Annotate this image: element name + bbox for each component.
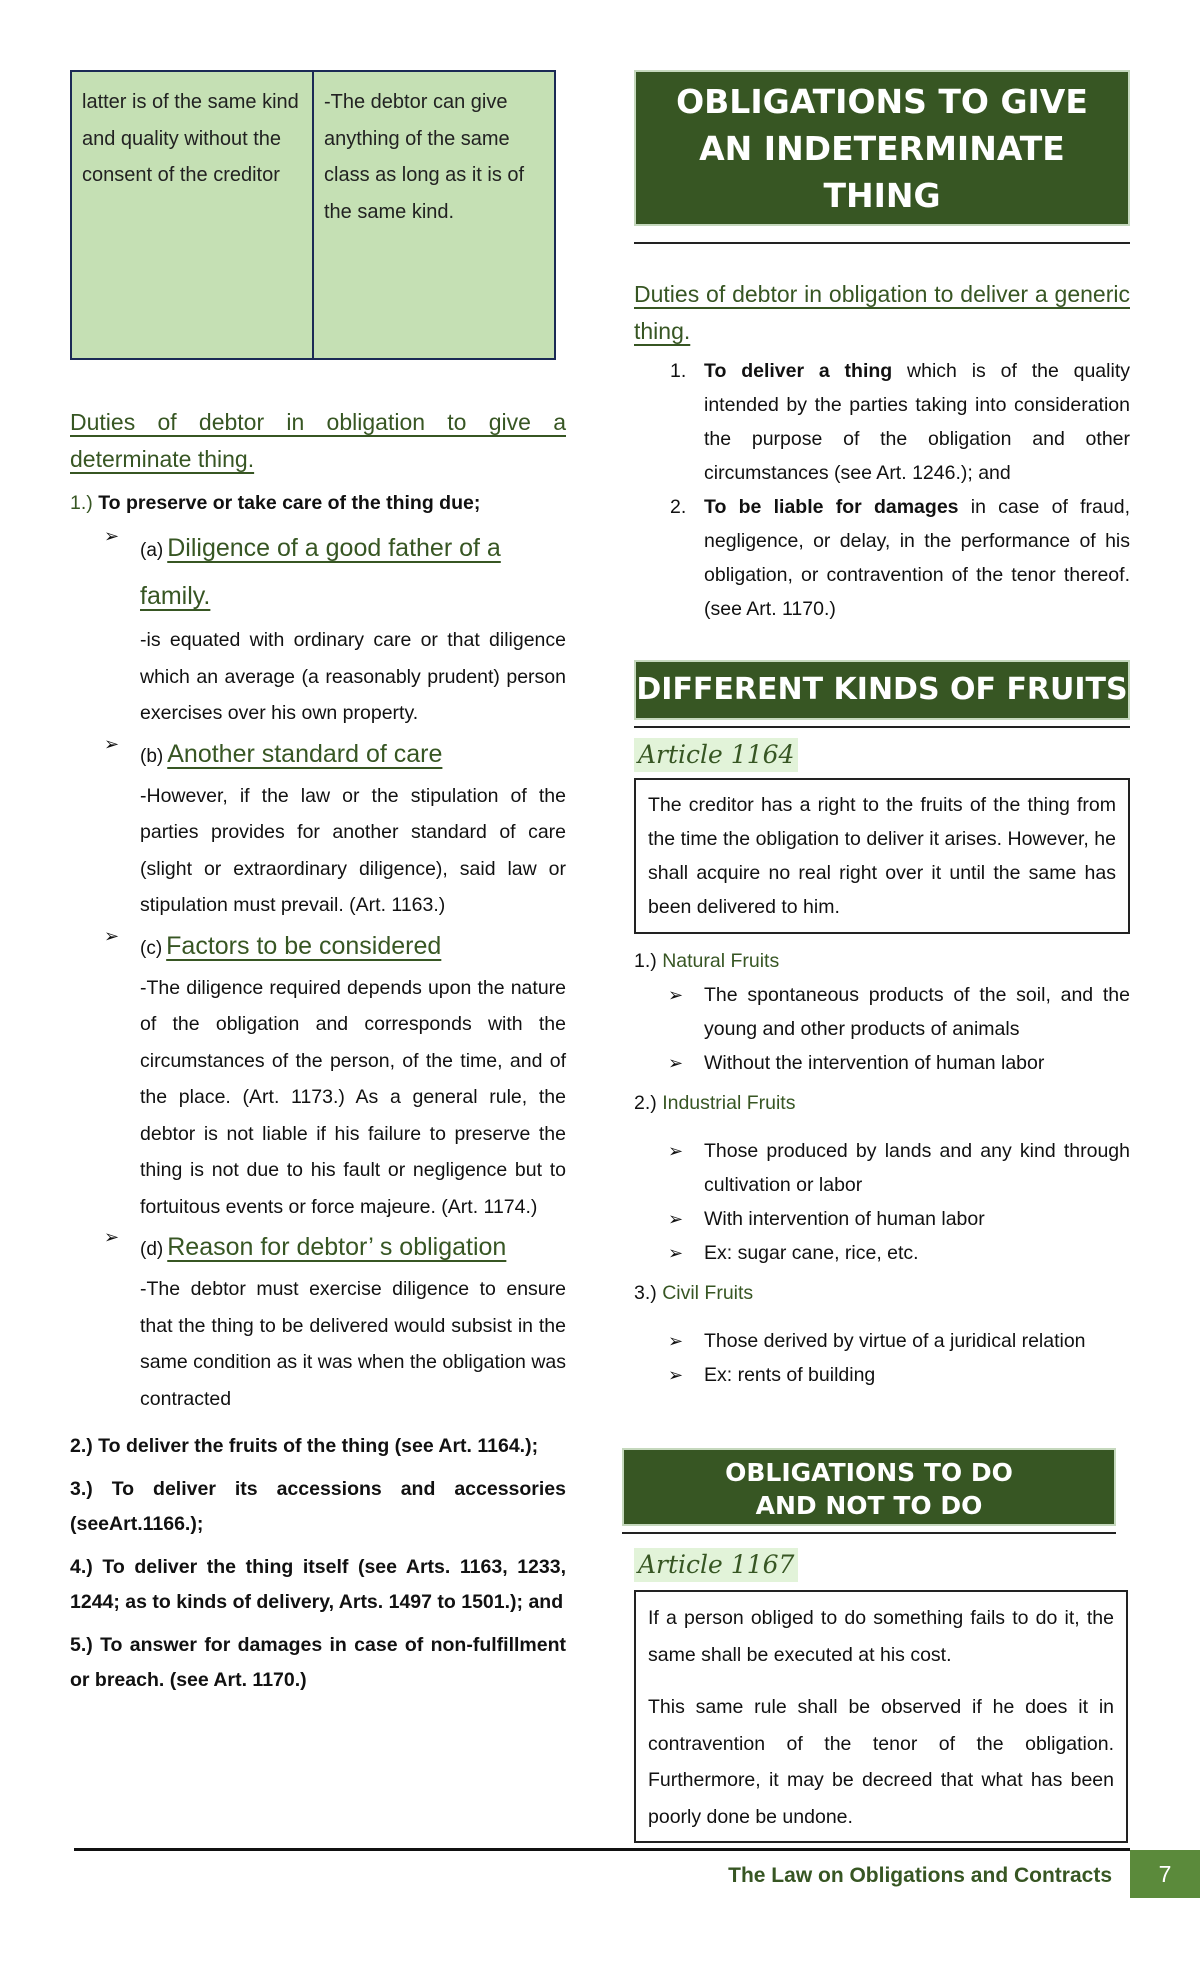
item-1-text: To preserve or take care of the thing due;	[98, 492, 481, 514]
fruit-bullet-text: Without the intervention of human labor	[704, 1052, 1045, 1074]
subitem-c	[70, 926, 566, 1226]
arrow-bullet-icon: ➢	[668, 1243, 684, 1263]
item-1-number: 1.)	[70, 492, 93, 514]
todo-banner-line1: OBLIGATIONS TO DO	[725, 1458, 1013, 1487]
right-column	[634, 70, 1130, 1392]
fruit-name: Natural Fruits	[662, 950, 780, 972]
subitem-body: -is equated with ordinary care or that diligence which an average (a reasonably prudent) person exercises over his own property.	[140, 629, 566, 724]
arrow-bullet-icon: ➢	[668, 1209, 684, 1229]
generic-duties-list	[634, 354, 1130, 626]
fruit-bullet-text: Ex: sugar cane, rice, etc.	[704, 1242, 919, 1264]
subitem-letter: (b)	[140, 745, 164, 767]
determinate-item-5: 5.) To answer for damages in case of non-fulfillment or breach. (see Art. 1170.)	[70, 1634, 566, 1691]
fruit-kind-industrial	[634, 1086, 1130, 1270]
comparison-cell-left: latter is of the same kind and quality without the consent of the creditor	[82, 91, 299, 186]
fruit-bullet	[634, 978, 1130, 1046]
left-column	[70, 404, 566, 1698]
indeterminate-banner: OBLIGATIONS TO GIVE AN INDETERMINATE THING	[634, 70, 1130, 226]
subitem-d	[70, 1227, 566, 1417]
determinate-item-3: 3.) To deliver its accessions and accessories (seeArt.1166.);	[70, 1478, 566, 1535]
fruit-kind-natural	[634, 944, 1130, 1080]
subitem-b	[70, 734, 566, 924]
duty-text: which is of the quality intended by the parties taking into consideration the purpose of the obligation and other circumstances (see Art. 1246.); and	[704, 360, 1130, 484]
fruit-bullet	[634, 1236, 1130, 1270]
divider	[634, 242, 1130, 244]
article-1164-tag: Article 1164	[634, 738, 798, 772]
fruit-bullet-text: Those derived by virtue of a juridical relation	[704, 1330, 1086, 1352]
arrow-bullet-icon: ➢	[668, 1365, 684, 1385]
article-1167-para2: This same rule shall be observed if he does it in contravention of the tenor of the obligation. Furthermore, it may be decreed that what has been poorly done be undone.	[648, 1696, 1114, 1828]
divider	[622, 1532, 1116, 1534]
duty-text: in case of fraud, negligence, or delay, in the performance of his obligation, or contravention of the tenor thereof. (see Art. 1170.)	[704, 496, 1130, 620]
article-1167-para1: If a person obliged to do something fails to do it, the same shall be executed at his cost.	[648, 1607, 1114, 1666]
duty-number: 1.	[670, 360, 687, 382]
generic-duty-1	[634, 354, 1130, 490]
duty-number: 2.	[670, 496, 687, 518]
subitem-body: -The diligence required depends upon the nature of the obligation and corresponds with the circumstances of the person, of the time, and of the place. (Art. 1173.) As a general rule, the debtor is not liable if his failure to preserve the thing is not due to his fault or negligence but to fortuitous events or force majeure. (Art. 1174.)	[140, 976, 566, 1218]
subitem-letter: (a)	[140, 540, 164, 561]
footer-title: The Law on Obligations and Contracts	[728, 1864, 1112, 1887]
fruit-bullet-text: Ex: rents of building	[704, 1364, 876, 1386]
footer-rule	[74, 1848, 1130, 1851]
fruit-bullet-text: The spontaneous products of the soil, and the young and other products of animals	[704, 984, 1130, 1040]
determinate-item-1	[70, 486, 566, 520]
fruit-bullet-text: With intervention of human labor	[704, 1208, 985, 1230]
determinate-heading: Duties of debtor in obligation to give a determinate thing.	[70, 409, 566, 472]
fruits-banner: DIFFERENT KINDS OF FRUITS	[634, 660, 1130, 720]
arrow-bullet-icon: ➢	[104, 925, 120, 946]
fruit-bullet-text: Those produced by lands and any kind through cultivation or labor	[704, 1140, 1130, 1196]
article-1167-box	[634, 1590, 1128, 1843]
subitem-title: Factors to be considered	[166, 931, 442, 960]
subitem-title: Reason for debtor’ s obligation	[167, 1233, 507, 1261]
fruit-number: 2.)	[634, 1092, 657, 1114]
comparison-cell-right: -The debtor can give anything of the same class as long as it is of the same kind.	[312, 72, 554, 358]
generic-heading: Duties of debtor in obligation to deliver a generic thing.	[634, 281, 1130, 344]
comparison-table	[70, 70, 556, 360]
page-number: 7	[1130, 1850, 1200, 1898]
fruit-number: 1.)	[634, 950, 657, 972]
subitem-title: Diligence of a good father of a family.	[140, 534, 501, 610]
fruit-number: 3.)	[634, 1282, 657, 1304]
article-1167-tag: Article 1167	[634, 1548, 798, 1582]
arrow-bullet-icon: ➢	[104, 733, 120, 754]
fruit-bullet	[634, 1358, 1130, 1392]
arrow-bullet-icon: ➢	[104, 526, 120, 546]
arrow-bullet-icon: ➢	[668, 1141, 684, 1161]
todo-banner-line2: AND NOT TO DO	[755, 1491, 983, 1520]
subitem-letter: (c)	[140, 937, 163, 959]
determinate-item-2: 2.) To deliver the fruits of the thing (see Art. 1164.);	[70, 1435, 539, 1457]
fruit-bullet	[634, 1134, 1130, 1202]
arrow-bullet-icon: ➢	[104, 1227, 120, 1247]
divider	[634, 726, 1130, 728]
arrow-bullet-icon: ➢	[668, 985, 684, 1005]
fruit-bullet	[634, 1046, 1130, 1080]
subitem-body: -The debtor must exercise diligence to ensure that the thing to be delivered would subsist in the same condition as it was when the obligation was contracted	[140, 1278, 566, 1410]
todo-banner	[622, 1448, 1116, 1526]
subitem-a	[70, 526, 566, 732]
fruit-bullet	[634, 1324, 1130, 1358]
subitem-letter: (d)	[140, 1239, 164, 1260]
fruit-bullet	[634, 1202, 1130, 1236]
fruit-name: Civil Fruits	[662, 1282, 754, 1304]
fruit-kind-civil	[634, 1276, 1130, 1392]
todo-section	[622, 1448, 1116, 1534]
article-1167-section	[634, 1548, 1128, 1843]
arrow-bullet-icon: ➢	[668, 1053, 684, 1073]
article-1164-box: The creditor has a right to the fruits of the thing from the time the obligation to deliver it arises. However, he shall acquire no real right over it until the same has been delivered to him.	[634, 778, 1130, 934]
subitem-body: -However, if the law or the stipulation of the parties provides for another standard of care (slight or extraordinary diligence), said law or stipulation must prevail. (Art. 1163.)	[140, 784, 566, 916]
generic-duty-2	[634, 490, 1130, 626]
fruit-name: Industrial Fruits	[662, 1092, 796, 1114]
determinate-item-4: 4.) To deliver the thing itself (see Arts. 1163, 1233, 1244; as to kinds of delivery, Arts. 1497 to 1501.); and	[70, 1556, 566, 1613]
duty-bold: To be liable for damages	[704, 496, 959, 518]
subitem-title: Another standard of care	[167, 739, 443, 768]
arrow-bullet-icon: ➢	[668, 1331, 684, 1351]
duty-bold: To deliver a thing	[704, 360, 893, 382]
